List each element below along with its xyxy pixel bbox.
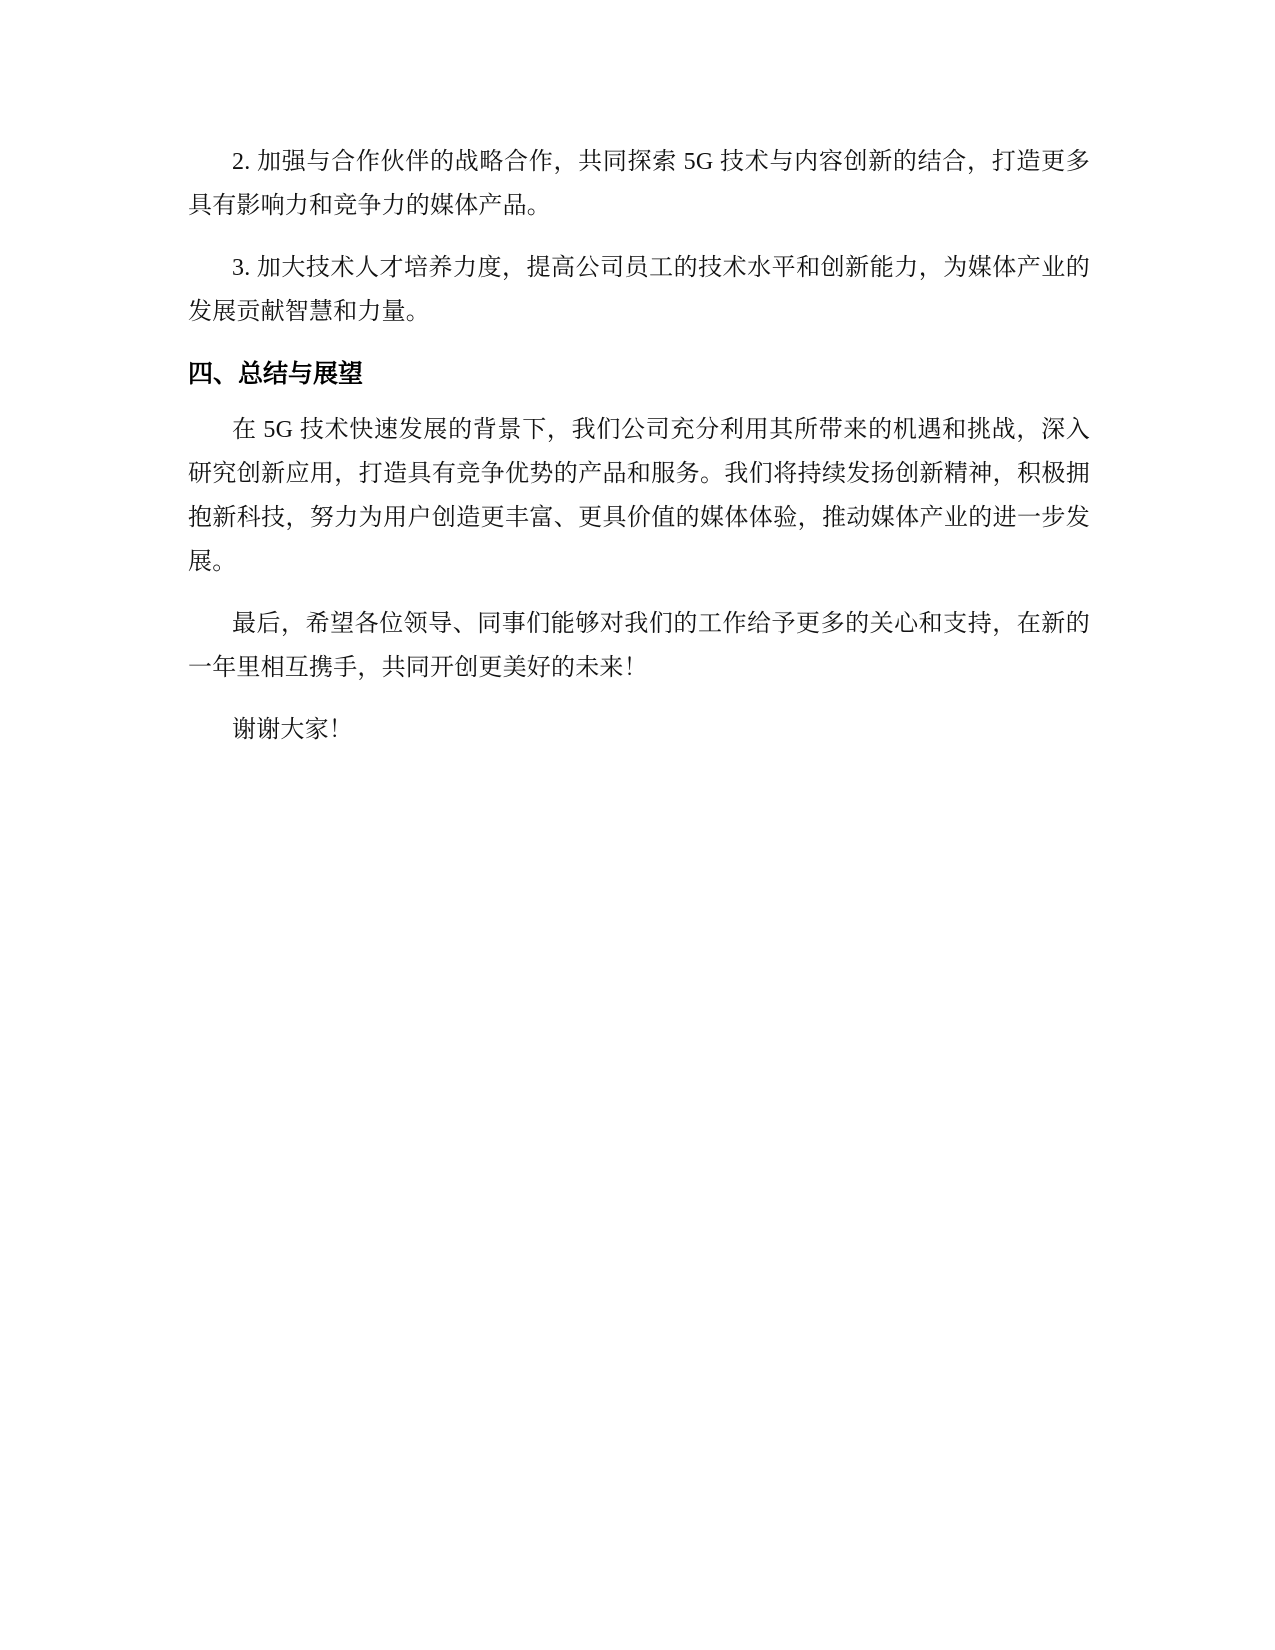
thanks-paragraph: 谢谢大家！ <box>232 717 353 743</box>
document-body <box>188 140 1090 770</box>
closing-paragraph: 最后，希望各位领导、同事们能够对我们的工作给予更多的关心和支持，在新的一年里相互携手，共同开创更美好的未来！ <box>188 611 1090 681</box>
paragraph-item-3: 3. 加大技术人才培养力度，提高公司员工的技术水平和创新能力，为媒体产业的发展贡献智慧和力量。 <box>188 255 1090 325</box>
paragraph-item-2: 2. 加强与合作伙伴的战略合作，共同探索 5G 技术与内容创新的结合，打造更多具有影响力和竞争力的媒体产品。 <box>188 149 1090 219</box>
section-heading: 四、总结与展望 <box>188 359 364 388</box>
summary-paragraph: 在 5G 技术快速发展的背景下，我们公司充分利用其所带来的机遇和挑战，深入研究创新应用，打造具有竞争优势的产品和服务。我们将持续发扬创新精神，积极拥抱新科技，努力为用户创造更丰富、更具价值的媒体体验，推动媒体产业的进一步发展。 <box>188 417 1090 575</box>
